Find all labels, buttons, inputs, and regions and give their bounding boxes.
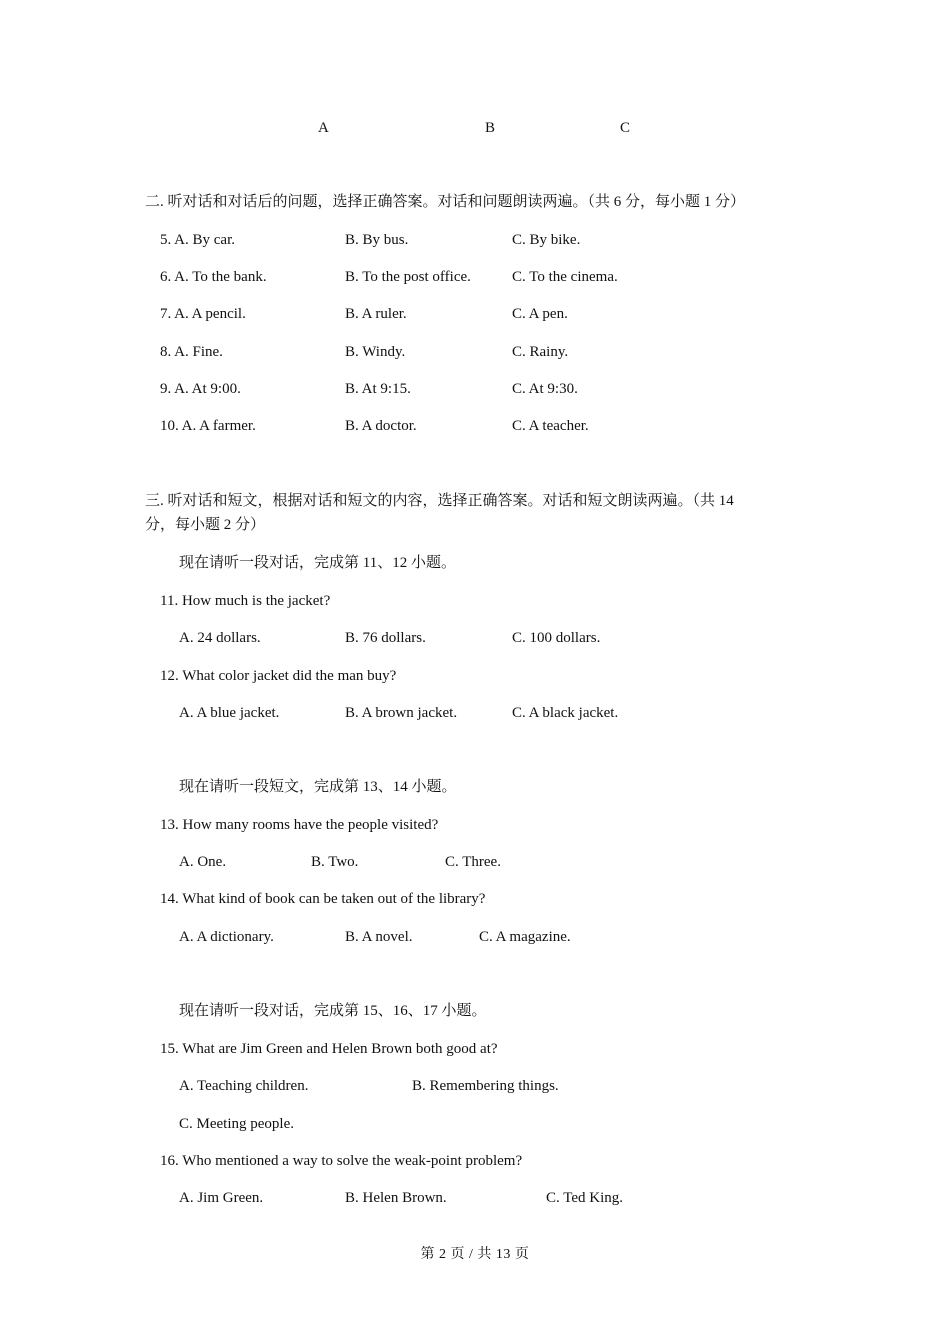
q16-option-c: C. Ted King.: [546, 1190, 624, 1206]
image-label-a: A: [318, 120, 329, 136]
q13-option-a: A. One.: [179, 854, 227, 870]
q12-option-a: A. A blue jacket.: [179, 705, 280, 721]
q5-option-a: 5. A. By car.: [160, 232, 235, 248]
q9-option-c: C. At 9:30.: [512, 381, 578, 397]
q13-option-c: C. Three.: [445, 854, 501, 870]
page-footer: 第 2 页 / 共 13 页: [420, 1247, 530, 1262]
q11-text: 11. How much is the jacket?: [160, 593, 331, 609]
q14-option-a: A. A dictionary.: [179, 929, 274, 945]
intro-13-14: 现在请听一段短文，完成第 13、14 小题。: [179, 779, 457, 795]
q8-option-a: 8. A. Fine.: [160, 344, 223, 360]
q9-option-b: B. At 9:15.: [345, 381, 411, 397]
q10-option-a: 10. A. A farmer.: [160, 418, 256, 434]
q13-text: 13. How many rooms have the people visited?: [160, 817, 439, 833]
q8-option-c: C. Rainy.: [512, 344, 569, 360]
q11-option-a: A. 24 dollars.: [179, 630, 261, 646]
intro-15-17: 现在请听一段对话，完成第 15、16、17 小题。: [179, 1003, 487, 1019]
q16-text: 16. Who mentioned a way to solve the weak-point problem?: [160, 1153, 523, 1169]
q12-text: 12. What color jacket did the man buy?: [160, 668, 397, 684]
q9-option-a: 9. A. At 9:00.: [160, 381, 241, 397]
q13-option-b: B. Two.: [311, 854, 359, 870]
q5-option-b: B. By bus.: [345, 232, 409, 248]
q6-option-b: B. To the post office.: [345, 269, 471, 285]
q15-option-b: B. Remembering things.: [412, 1078, 559, 1094]
q14-text: 14. What kind of book can be taken out of the library?: [160, 891, 486, 907]
q8-option-b: B. Windy.: [345, 344, 406, 360]
q7-option-c: C. A pen.: [512, 306, 568, 322]
q10-option-b: B. A doctor.: [345, 418, 417, 434]
q11-option-b: B. 76 dollars.: [345, 630, 426, 646]
q14-option-b: B. A novel.: [345, 929, 413, 945]
q5-option-c: C. By bike.: [512, 232, 581, 248]
q6-option-a: 6. A. To the bank.: [160, 269, 267, 285]
intro-11-12: 现在请听一段对话，完成第 11、12 小题。: [179, 555, 456, 571]
q7-option-b: B. A ruler.: [345, 306, 407, 322]
section3-heading-line2: 分，每小题 2 分）: [145, 517, 266, 533]
q12-option-b: B. A brown jacket.: [345, 705, 458, 721]
image-label-b: B: [485, 120, 496, 136]
section3-heading-line1: 三. 听对话和短文，根据对话和短文的内容，选择正确答案。对话和短文朗读两遍。（共 14: [145, 493, 734, 509]
q7-option-a: 7. A. A pencil.: [160, 306, 246, 322]
q15-option-a: A. Teaching children.: [179, 1078, 309, 1094]
q16-option-b: B. Helen Brown.: [345, 1190, 447, 1206]
q11-option-c: C. 100 dollars.: [512, 630, 601, 646]
q6-option-c: C. To the cinema.: [512, 269, 618, 285]
section2-heading: 二. 听对话和对话后的问题，选择正确答案。对话和问题朗读两遍。（共 6 分，每小题 1 分）: [145, 194, 746, 210]
q14-option-c: C. A magazine.: [479, 929, 571, 945]
q15-text: 15. What are Jim Green and Helen Brown both good at?: [160, 1041, 498, 1057]
q12-option-c: C. A black jacket.: [512, 705, 619, 721]
q10-option-c: C. A teacher.: [512, 418, 589, 434]
q15-option-c: C. Meeting people.: [179, 1116, 294, 1132]
image-label-c: C: [620, 120, 631, 136]
q16-option-a: A. Jim Green.: [179, 1190, 264, 1206]
